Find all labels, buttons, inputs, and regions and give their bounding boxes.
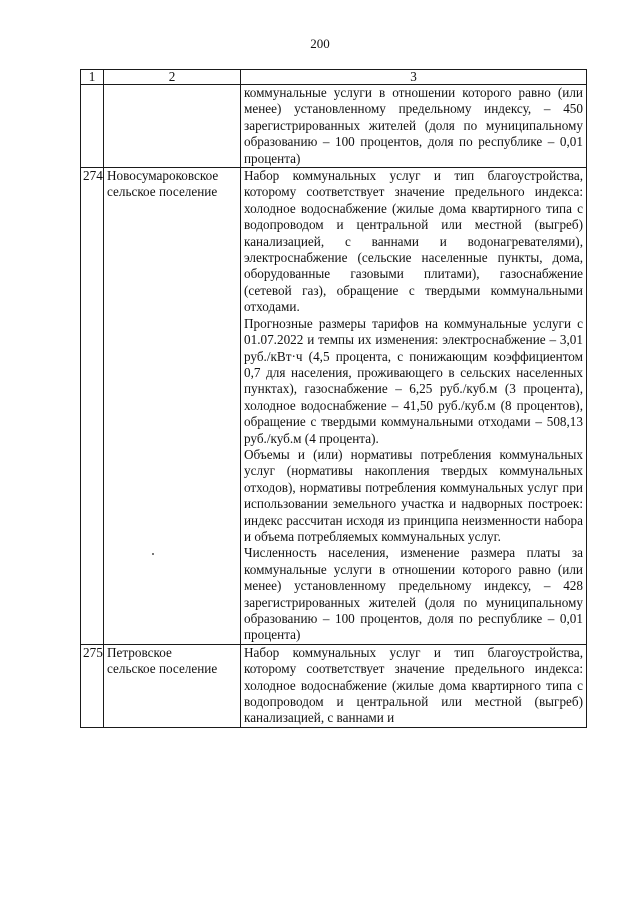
improvement-set-paragraph: Набор коммунальных услуг и тип благоустройства, которому соответствует значение предельного индекса: холодное водоснабжение (жилые дома квартирного типа с водопроводом и центральной или местной (выгреб) канализацией, с ваннами и [244,644,583,726]
settlement-name-cell [104,168,241,645]
table-row [81,644,587,727]
description-paragraph: коммунальные услуги в отношении которого равно (или менее) установленному предельному индексу, – 450 зарегистрированных жителей (доля по муниципальному образованию – 100 процентов, доля по республике – 0,01 процента) [244,85,583,166]
row-number-cell: 275 [81,644,104,727]
page-number: 200 [310,36,330,51]
header-cell-1: 1 [81,70,104,85]
consumption-norms-paragraph: Объемы и (или) нормативы потребления коммунальных услуг (нормативы накопления твердых коммунальных отходов), нормативы потребления коммунальных услуг при использовании земельного участка и надворных построек: индекс рассчитан исходя из принципа неизменности набора и объема потребляемых коммунальных услуг. [244,446,583,544]
tariff-forecast-paragraph: Прогнозные размеры тарифов на коммунальные услуги с 01.07.2022 и темпы их изменения: электроснабжение – 3,01 руб./кВт·ч (4,5 процента, с понижающим коэффициентом 0,7 для населения, проживающего в сельских населенных пунктах), газоснабжение – 6,25 руб./куб.м (3 процента), холодное водоснабжение – 41,50 руб./куб.м (8 процентов), обращение с твердыми коммунальными отходами – 508,13 руб./куб.м (4 процента). [244,315,583,446]
scan-speck [152,553,154,555]
population-paragraph: Численность населения, изменение размера платы за коммунальные услуги в отношении которого равно (или менее) установленному предельному индексу, – 428 зарегистрированных жителей (доля по муниципальному образованию – 100 процентов, доля по республике – 0,01 процента) [244,545,583,643]
settlement-name-line: Петровское [107,644,172,660]
settlement-name-cell [104,85,241,168]
table-row [81,85,587,168]
improvement-set-paragraph: Набор коммунальных услуг и тип благоустройства, которому соответствует значение предельного индекса: холодное водоснабжение (жилые дома квартирного типа с водопроводом и центральной или местной (выгреб) канализацией, с ваннами и водонагревателями), электроснабжение (сельские населенные пункты, дома, оборудованные газовыми плитами), газоснабжение (сетевой газ), обращение с твердыми коммунальными отходами. [244,168,583,315]
header-cell-3: 3 [241,70,587,85]
tariff-table [80,69,587,728]
settlement-type-line: сельское поселение [107,661,218,677]
description-cell [241,85,587,168]
table-header-row [81,70,587,85]
row-number-cell: 274 [81,168,104,645]
settlement-type-line: сельское поселение [107,184,218,200]
settlement-name-cell [104,644,241,727]
header-cell-2: 2 [104,70,241,85]
description-cell [241,644,587,727]
description-cell [241,168,587,645]
row-number-cell [81,85,104,168]
table-row [81,168,587,645]
settlement-name-line: Новосумароковское [107,168,219,184]
